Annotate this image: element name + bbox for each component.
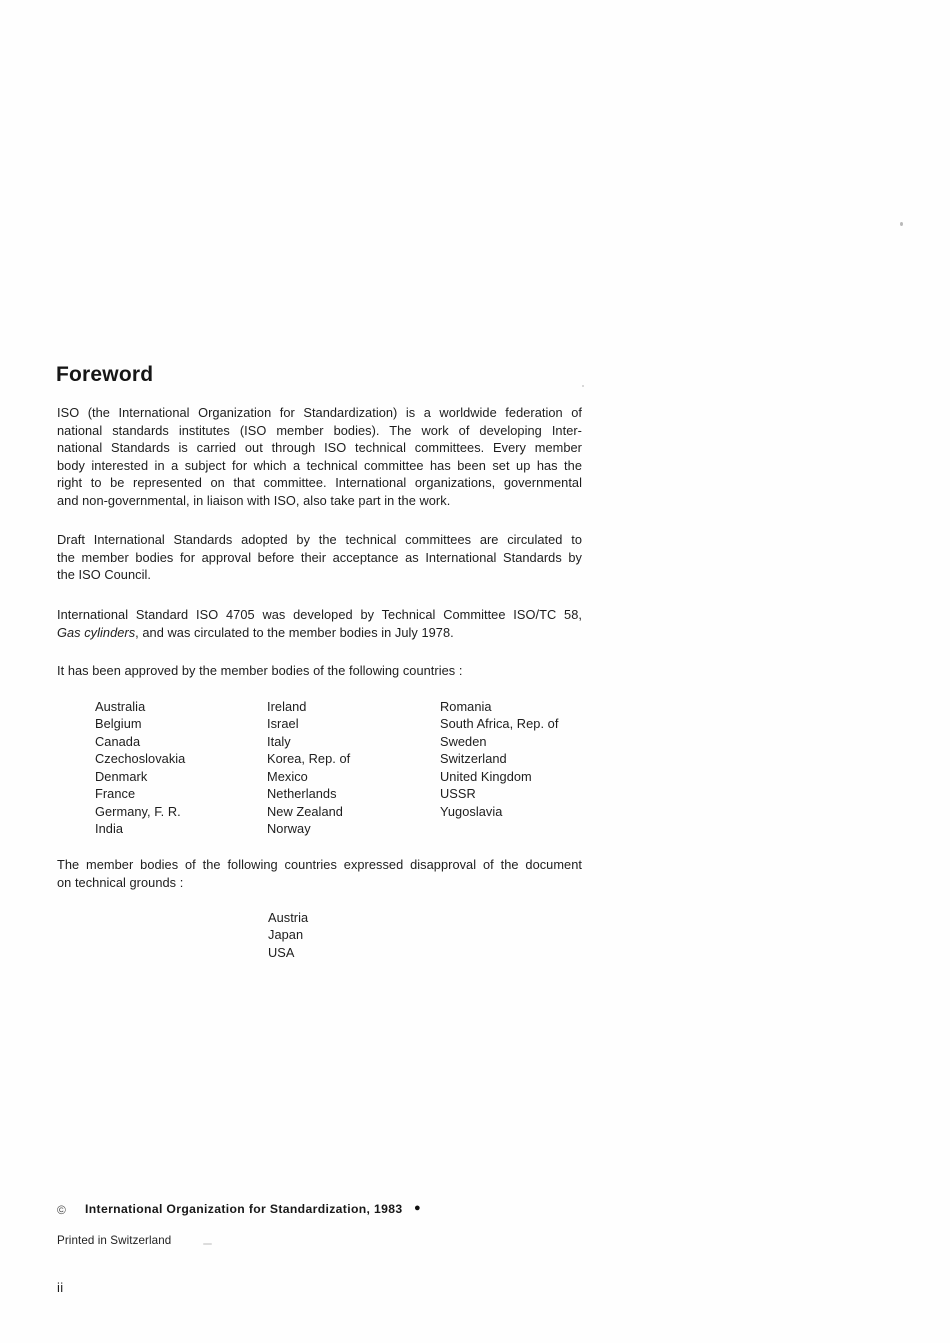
- scan-speck: [203, 1243, 212, 1245]
- country-item: Sweden: [440, 733, 487, 749]
- country-item: Mexico: [267, 768, 308, 784]
- approved-countries-list: [0, 698, 950, 840]
- country-item: Italy: [267, 733, 291, 749]
- text-line: the ISO Council.: [57, 567, 151, 582]
- text-line: national Standards is carried out through ISO technical committees. Every member: [57, 440, 582, 455]
- country-item: Denmark: [95, 768, 148, 784]
- text-line: on technical grounds :: [57, 874, 184, 890]
- country-item: Germany, F. R.: [95, 803, 181, 819]
- text-line: [57, 624, 582, 642]
- country-item: South Africa, Rep. of: [440, 716, 559, 732]
- country-item: Canada: [95, 733, 141, 749]
- country-item: Romania: [440, 699, 492, 714]
- bullet-icon: ●: [414, 1202, 421, 1214]
- paragraph-standard-info: [57, 606, 582, 641]
- country-item: USSR: [440, 786, 476, 802]
- country-item: Netherlands: [267, 786, 337, 802]
- country-item: Switzerland: [440, 751, 507, 767]
- text-line: national standards institutes (ISO member bodies). The work of developing Inter-: [57, 422, 582, 438]
- country-item: Israel: [267, 716, 299, 732]
- approved-countries-column-3: [440, 698, 558, 820]
- country-item: Yugoslavia: [440, 803, 503, 819]
- copyright-icon: ©: [57, 1203, 66, 1217]
- text-line: Draft International Standards adopted by the technical committees are circulated to: [57, 532, 582, 547]
- text-line: ISO (the International Organization for Standardization) is a worldwide federation of: [57, 405, 582, 420]
- text-line: body interested in a subject for which a technical committee has been set up has the: [57, 457, 582, 473]
- paragraph-draft-standards: [57, 531, 582, 584]
- text-line: the member bodies for approval before their acceptance as International Standards by: [57, 549, 582, 565]
- text-line: right to be represented on that committee. International organizations, governmental: [57, 475, 582, 490]
- printed-note: Printed in Switzerland: [57, 1234, 172, 1247]
- country-item: France: [95, 786, 136, 802]
- text-line: and non-governmental, in liaison with ISO, also take part in the work.: [57, 492, 451, 508]
- country-item: Ireland: [267, 699, 307, 714]
- text-line: The member bodies of the following countries expressed disapproval of the document: [57, 857, 582, 872]
- copyright-text: International Organization for Standardization, 1983: [85, 1202, 403, 1216]
- country-item: Norway: [267, 821, 311, 837]
- disapproved-countries-list: [268, 909, 308, 961]
- page-number: ii: [57, 1280, 64, 1295]
- page-title: Foreword: [56, 363, 154, 386]
- country-item: Korea, Rep. of: [267, 751, 351, 767]
- approved-countries-column-2: [267, 698, 350, 838]
- country-item: New Zealand: [267, 803, 343, 819]
- text-fragment: , and was circulated to the member bodies in July 1978.: [135, 624, 454, 640]
- approved-countries-column-1: [95, 698, 185, 838]
- country-item: Australia: [95, 699, 146, 714]
- paragraph-iso-intro: [57, 404, 582, 509]
- paragraph-approved-intro: It has been approved by the member bodies of the following countries :: [57, 663, 463, 678]
- country-item: Belgium: [95, 716, 142, 732]
- country-item: United Kingdom: [440, 768, 532, 784]
- country-item: Austria: [268, 910, 309, 925]
- copyright-line: [57, 1202, 477, 1220]
- country-item: India: [95, 821, 123, 837]
- scan-speck: [582, 385, 584, 387]
- scan-speck: [900, 222, 903, 226]
- italic-standard-title: Gas cylinders: [57, 624, 136, 640]
- country-item: Czechoslovakia: [95, 751, 186, 767]
- country-item: USA: [268, 944, 295, 960]
- text-line: International Standard ISO 4705 was developed by Technical Committee ISO/TC 58,: [57, 607, 582, 622]
- paragraph-disapproval: [57, 856, 582, 891]
- country-item: Japan: [268, 927, 304, 943]
